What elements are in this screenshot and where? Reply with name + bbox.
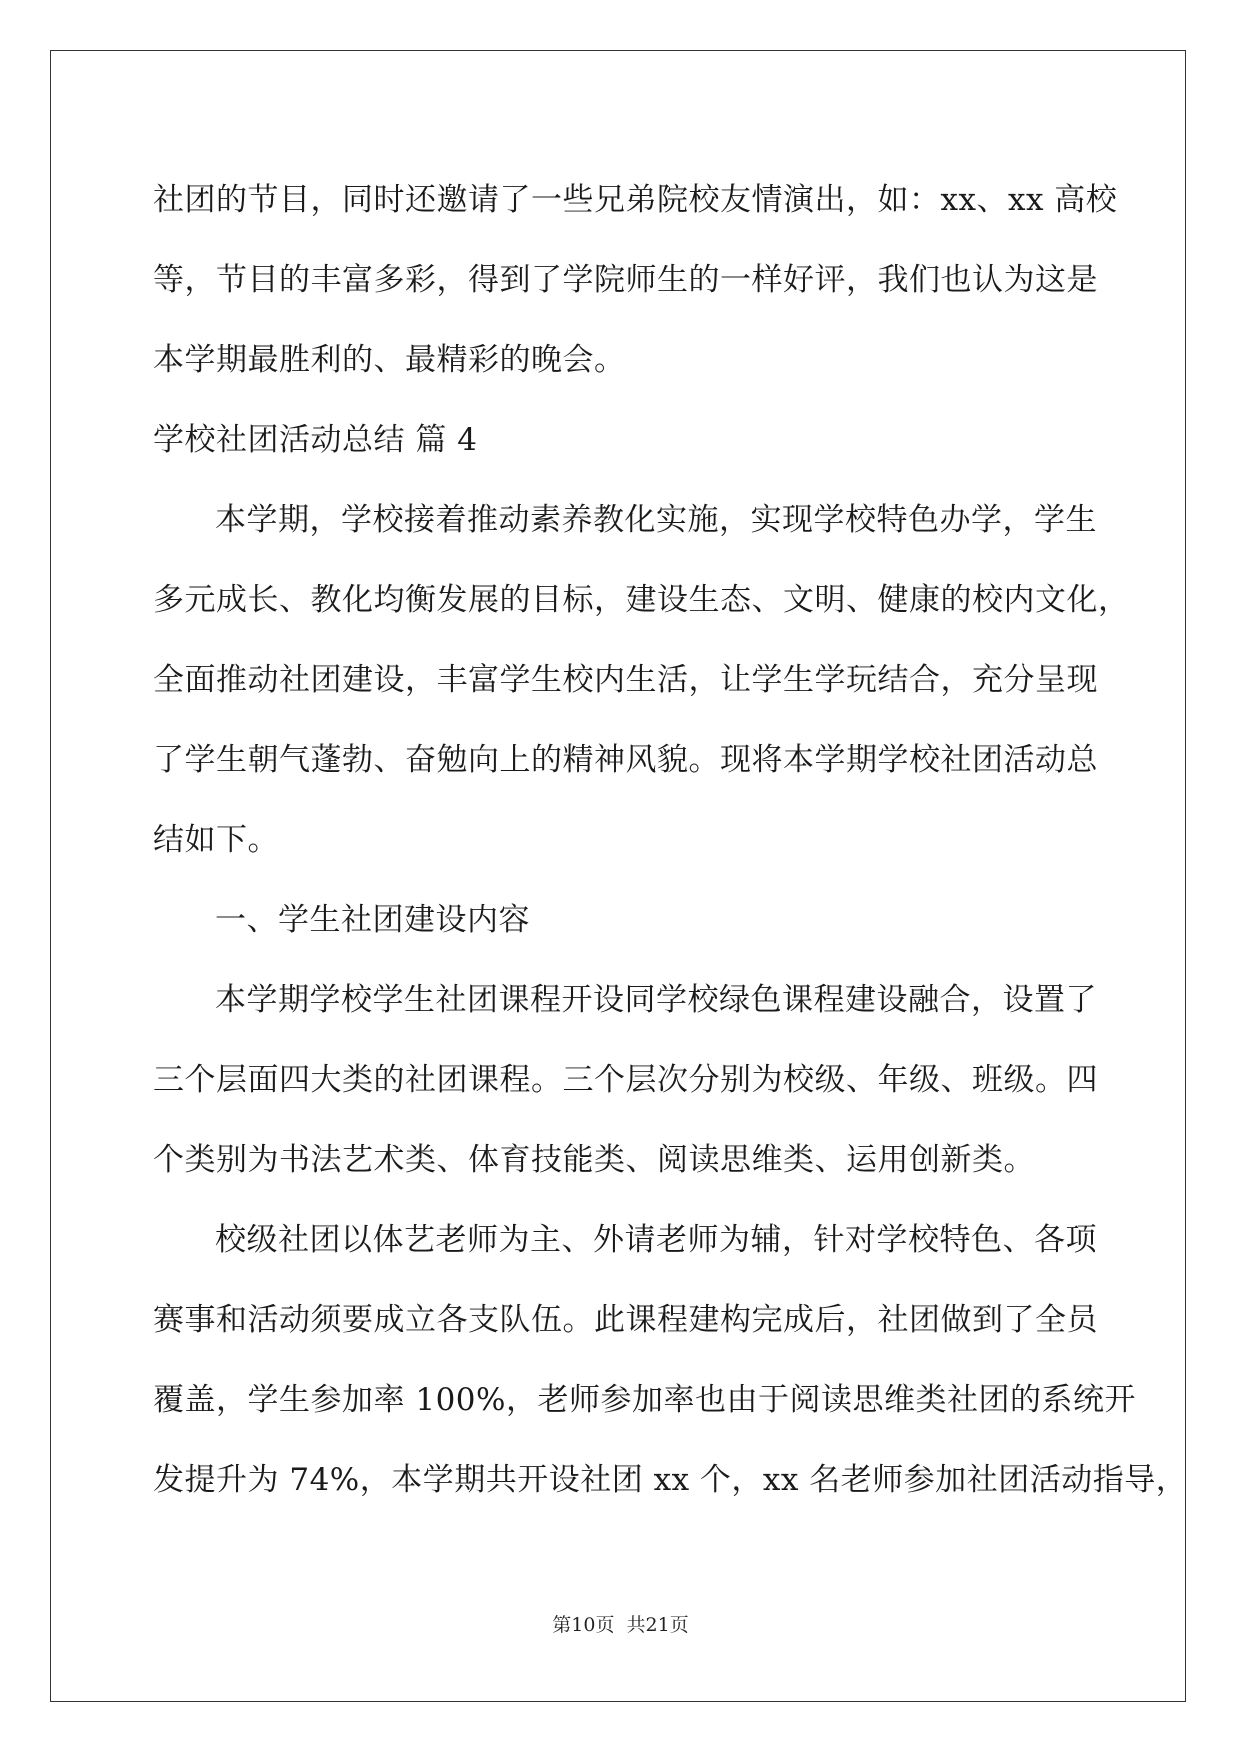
text-line: 校级社团以体艺老师为主、外请老师为辅，针对学校特色、各项	[215, 1222, 1097, 1258]
text-line: 发提升为 74%，本学期共开设社团 xx 个，xx 名老师参加社团活动指导，	[153, 1462, 1188, 1498]
total-pages-label: 共21页	[626, 1614, 689, 1636]
text-line: 等，节目的丰富多彩，得到了学院师生的一样好评，我们也认为这是	[153, 262, 1098, 298]
text-line: 本学期，学校接着推动素养教化实施，实现学校特色办学，学生	[215, 502, 1097, 538]
text-line: 本学期学校学生社团课程开设同学校绿色课程建设融合，设置了	[215, 982, 1097, 1018]
document-body	[153, 160, 1188, 1520]
text-line: 一、学生社团建设内容	[215, 902, 530, 938]
text-line: 覆盖，学生参加率 100%，老师参加率也由于阅读思维类社团的系统开	[153, 1382, 1136, 1418]
text-line: 了学生朝气蓬勃、奋勉向上的精神风貌。现将本学期学校社团活动总	[153, 742, 1098, 778]
text-line: 个类别为书法艺术类、体育技能类、阅读思维类、运用创新类。	[153, 1142, 1035, 1178]
text-line: 结如下。	[153, 822, 279, 858]
text-line: 全面推动社团建设，丰富学生校内生活，让学生学玩结合，充分呈现	[153, 662, 1098, 698]
text-line: 三个层面四大类的社团课程。三个层次分别为校级、年级、班级。四	[153, 1062, 1098, 1098]
text-line: 多元成长、教化均衡发展的目标，建设生态、文明、健康的校内文化，	[153, 582, 1130, 618]
text-line: 社团的节目，同时还邀请了一些兄弟院校友情演出，如：xx、xx 高校	[153, 182, 1118, 218]
text-line: 本学期最胜利的、最精彩的晚会。	[153, 342, 626, 378]
page-footer	[0, 1610, 1241, 1637]
text-line: 赛事和活动须要成立各支队伍。此课程建构完成后，社团做到了全员	[153, 1302, 1098, 1338]
current-page-label: 第10页	[552, 1614, 615, 1636]
text-line: 学校社团活动总结 篇 4	[153, 422, 478, 458]
